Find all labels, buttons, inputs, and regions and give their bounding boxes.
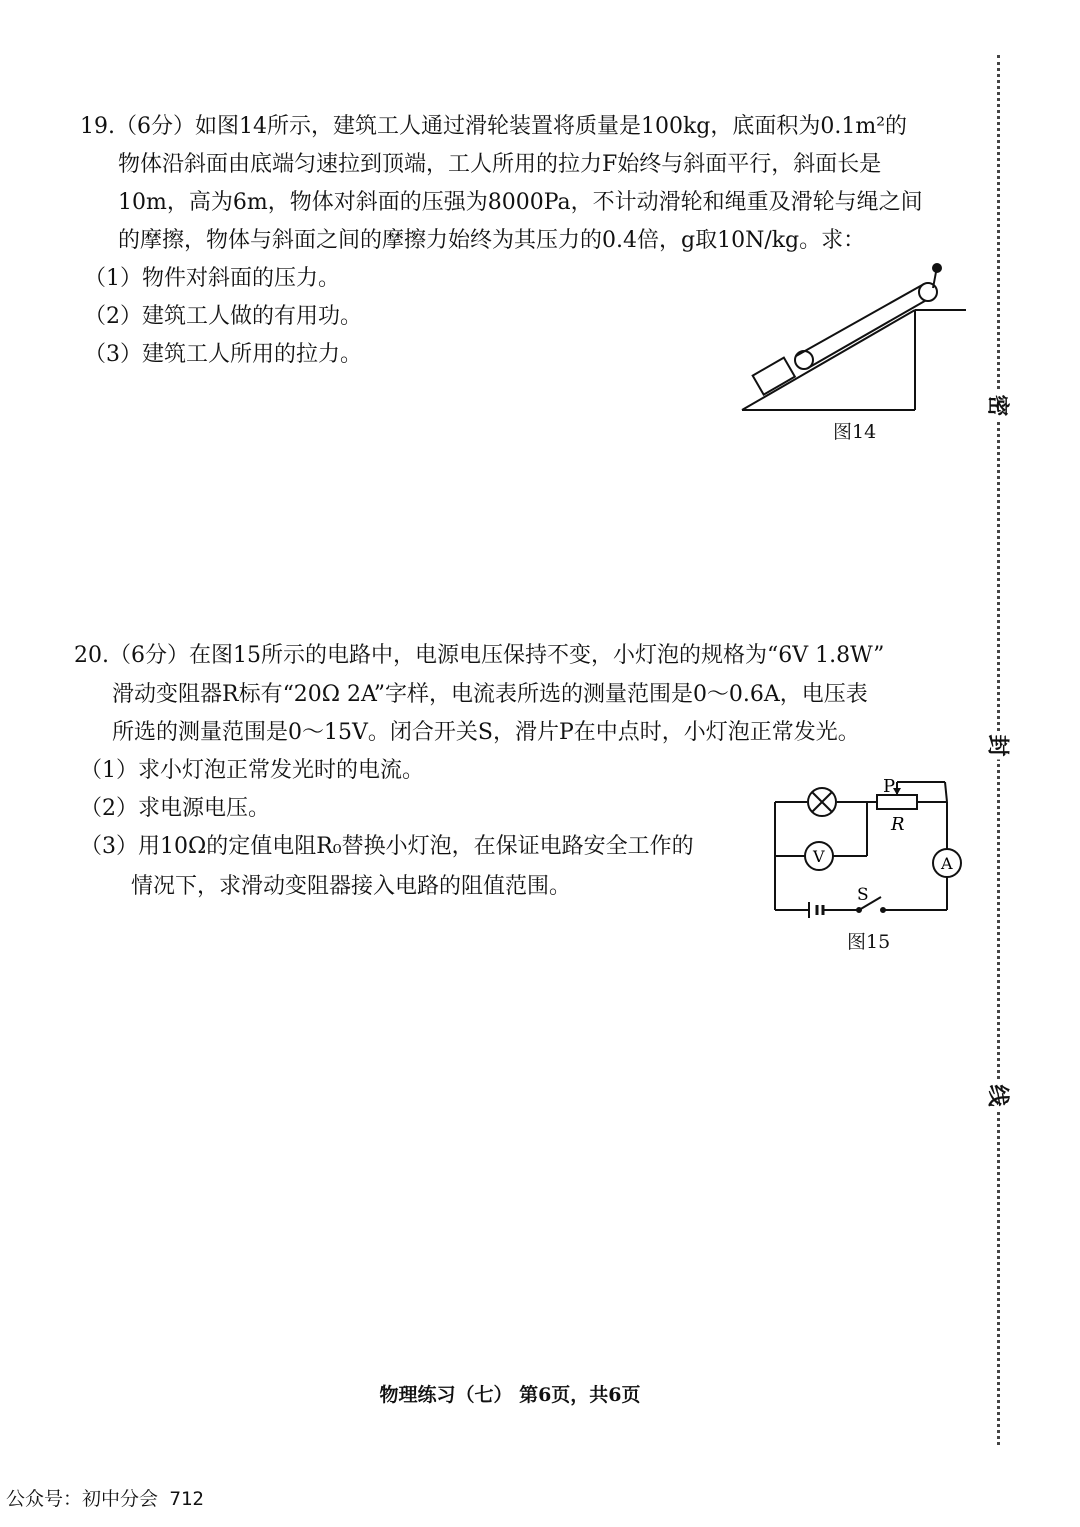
q19-stem-line-1: 19.（6分）如图14所示，建筑工人通过滑轮装置将质量是100kg，底面积为0.1m²的 (80, 114, 908, 139)
figure-15-caption: 图15 (847, 931, 891, 953)
seal-char-xian: 线 (984, 1082, 1015, 1110)
watermark-text: 公众号：初中分会 712 (6, 1488, 204, 1510)
switch-label: S (857, 885, 869, 905)
ammeter-label: A (941, 854, 953, 873)
circuit-diagram (765, 772, 975, 922)
page-footer: 物理练习（七） 第6页，共6页 (379, 1384, 641, 1406)
q20-subquestion-3-line-2: 情况下，求滑动变阻器接入电路的阻值范围。 (131, 874, 572, 899)
slider-label: P (883, 776, 896, 797)
q20-subquestion-2: （2）求电源电压。 (80, 796, 270, 821)
q20-stem-line-3: 所选的测量范围是0～15V。闭合开关S，滑片P在中点时，小灯泡正常发光。 (112, 720, 860, 745)
q20-subquestion-1: （1）求小灯泡正常发光时的电流。 (80, 758, 424, 783)
voltmeter-label: V (813, 847, 825, 866)
figure-14-caption: 图14 (833, 421, 877, 443)
q19-stem-line-2: 物体沿斜面由底端匀速拉到顶端，工人所用的拉力F始终与斜面平行，斜面长是 (118, 152, 882, 177)
q20-stem-line-2: 滑动变阻器R标有“20Ω 2A”字样，电流表所选的测量范围是0～0.6A，电压表 (112, 682, 868, 707)
rheostat-label: R (891, 814, 905, 835)
q20-subquestion-3-line-1: （3）用10Ω的定值电阻R₀替换小灯泡，在保证电路安全工作的 (80, 834, 694, 859)
q19-stem-line-4: 的摩擦，物体与斜面之间的摩擦力始终为其压力的0.4倍，g取10N/kg。求： (118, 228, 866, 253)
q19-subquestion-2: （2）建筑工人做的有用功。 (84, 304, 362, 329)
q19-subquestion-3: （3）建筑工人所用的拉力。 (84, 342, 362, 367)
q19-stem-line-3: 10m，高为6m，物体对斜面的压强为8000Pa，不计动滑轮和绳重及滑轮与绳之间 (118, 190, 923, 215)
q19-subquestion-1: （1）物件对斜面的压力。 (84, 266, 340, 291)
seal-char-feng: 封 (984, 732, 1015, 760)
q20-stem-line-1: 20.（6分）在图15所示的电路中，电源电压保持不变，小灯泡的规格为“6V 1.8W” (74, 643, 885, 668)
seal-char-mi: 密 (984, 392, 1015, 420)
incline-pulley-figure (738, 260, 970, 415)
